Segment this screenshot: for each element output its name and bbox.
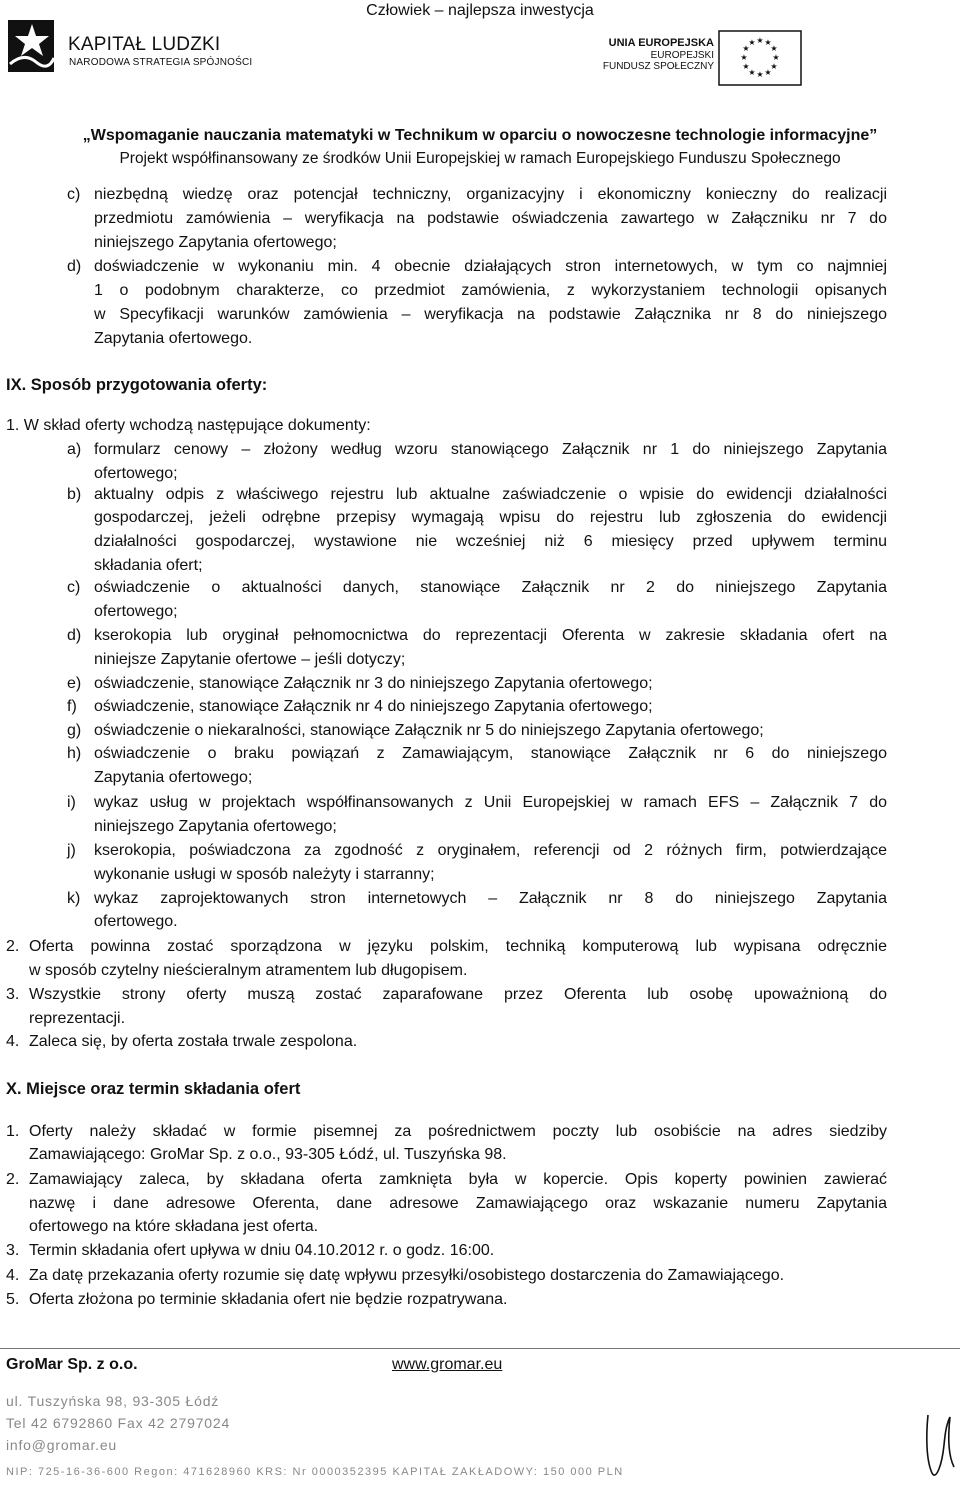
list-label: e) [67, 675, 82, 692]
list-number: 3. [6, 1242, 20, 1259]
text-line: ofertowego na które składana jest oferta. [29, 1218, 319, 1235]
list-label: a) [67, 441, 82, 458]
text-line: oświadczenie, stanowiące Załącznik nr 3 do niniejszego Zapytania ofertowego; [94, 675, 653, 692]
text-line: aktualny odpis z właściwego rejestru lub aktualne zaświadczenie o wpisie do ewidencji działalności [94, 486, 887, 503]
section-heading-x: X. Miejsce oraz termin składania ofert [6, 1080, 301, 1098]
list-number: 4. [6, 1033, 20, 1050]
text-line: kserokopia lub oryginał pełnomocnictwa do reprezentacji Oferenta w zakresie składania ofert na [94, 627, 887, 644]
footer-registry: NIP: 725-16-36-600 Regon: 471628960 KRS: Nr 0000352395 KAPITAŁ ZAKŁADOWY: 150 000 PLN [6, 1466, 624, 1478]
text-line: Wszystkie strony oferty muszą zostać zaparafowane przez Oferenta lub osobę upoważnioną do [29, 986, 887, 1003]
text-line: Oferta powinna zostać sporządzona w języku polskim, techniką komputerową lub wypisana odręcznie [29, 938, 887, 955]
eu-fund-label-2: FUNDUSZ SPOŁECZNY [602, 61, 714, 72]
top-slogan: Człowiek – najlepsza inwestycja [366, 2, 594, 19]
text-line: składania ofert; [94, 557, 203, 574]
list-number: 5. [6, 1291, 20, 1308]
text-line: w sposób czytelny nieścieralnym atramentem lub długopisem. [29, 962, 468, 979]
eu-flag-icon [718, 30, 802, 86]
text-line: Zamawiającego: GroMar Sp. z o.o., 93-305 Łódź, ul. Tuszyńska 98. [29, 1146, 507, 1163]
text-line: doświadczenie w wykonaniu min. 4 obecnie działających stron internetowych, w tym co najmniej [94, 258, 887, 275]
text-line: oświadczenie, stanowiące Załącznik nr 4 do niniejszego Zapytania ofertowego; [94, 698, 653, 715]
text-line: wykaz usług w projektach współfinansowanych z Unii Europejskiej w ramach EFS – Załącznik 7 do [94, 794, 887, 811]
list-label-c: c) [67, 186, 81, 203]
handwritten-initials [920, 1405, 960, 1485]
text-line: oświadczenie o niekaralności, stanowiące Załącznik nr 5 do niniejszego Zapytania ofertowego; [94, 722, 764, 739]
text-line: Za datę przekazania oferty rozumie się datę wpływu przesyłki/osobistego dostarczenia do Zamawiającego. [29, 1267, 785, 1284]
text-line: ofertowego. [94, 913, 178, 930]
eu-union-label: UNIA EUROPEJSKA [608, 37, 714, 49]
svg-text:★: ★ [764, 68, 772, 77]
svg-text:★: ★ [764, 38, 772, 47]
kapital-ludzki-subtitle: NARODOWA STRATEGIA SPÓJNOŚCI [69, 57, 253, 68]
text-line: kserokopia, poświadczona za zgodność z oryginałem, referencji od 2 różnych firm, potwierdzające [94, 842, 887, 859]
text-line: nazwę i dane adresowe Oferenta, dane adresowe Zamawiającego oraz wskazanie numeru Zapytania [29, 1195, 887, 1212]
svg-text:★: ★ [756, 36, 764, 45]
svg-text:★: ★ [748, 38, 756, 47]
footer-divider [0, 1348, 960, 1349]
svg-text:★: ★ [740, 53, 748, 62]
text-line: Zapytania ofertowego; [94, 769, 253, 786]
list-label-d: d) [67, 258, 82, 275]
footer-website-link[interactable]: www.gromar.eu [392, 1356, 503, 1373]
project-subtitle: Projekt współfinansowany ze środków Unii Europejskiej w ramach Europejskiego Funduszu Społecznego [119, 150, 841, 167]
footer-company-name: GroMar Sp. z o.o. [6, 1356, 138, 1373]
kapital-ludzki-logo [6, 18, 58, 74]
project-title: „Wspomaganie nauczania matematyki w Technikum w oparciu o nowoczesne technologie informacyjne” [82, 127, 878, 144]
text-line: oświadczenie o braku powiązań z Zamawiającym, stanowiące Załącznik nr 6 do niniejszego [94, 745, 887, 762]
svg-text:★: ★ [756, 70, 764, 79]
text-line: ofertowego; [94, 603, 178, 620]
text-line: niniejszego Zapytania ofertowego; [94, 818, 337, 835]
list-label: k) [67, 890, 81, 907]
text-line: reprezentacji. [29, 1010, 126, 1027]
text-line: działalności gospodarczej, wystawione nie wcześniej niż 6 miesięcy przed upływem terminu [94, 533, 887, 550]
text-line: 1 o podobnym charakterze, co przedmiot zamówienia, z wykorzystaniem technologii opisanych [94, 282, 887, 299]
text-line: wykaz zaprojektowanych stron internetowych – Załącznik nr 8 do niniejszego Zapytania [94, 890, 887, 907]
text-line: niniejsze Zapytanie ofertowe – jeśli dotyczy; [94, 651, 406, 668]
svg-text:★: ★ [770, 44, 778, 53]
text-line: Oferty należy składać w formie pisemnej za pośrednictwem poczty lub osobiście na adres siedziby [29, 1123, 887, 1140]
footer-phone: Tel 42 6792860 Fax 42 2797024 [6, 1415, 231, 1431]
text-line: formularz cenowy – złożony według wzoru stanowiącego Załącznik nr 1 do niniejszego Zapytania [94, 441, 887, 458]
text-line: Termin składania ofert upływa w dniu 04.10.2012 r. o godz. 16:00. [29, 1242, 495, 1259]
eu-fund-label-1: EUROPEJSKI [650, 49, 714, 61]
list-label: c) [67, 579, 81, 596]
text-line: oświadczenie o aktualności danych, stanowiące Załącznik nr 2 do niniejszego Zapytania [94, 579, 887, 596]
eu-label [598, 38, 714, 73]
text-line: Zaleca się, by oferta została trwale zespolona. [29, 1033, 358, 1050]
text-line: Zapytania ofertowego. [94, 330, 253, 347]
text-line: przedmiotu zamówienia – weryfikacja na podstawie oświadczenia zawartego w Załączniku nr 7 do [94, 210, 887, 227]
list-number: 2. [6, 938, 20, 955]
footer-email: info@gromar.eu [6, 1437, 118, 1453]
list-number: 4. [6, 1267, 20, 1284]
list-label: f) [67, 698, 77, 715]
text-line: Oferta złożona po terminie składania ofert nie będzie rozpatrywana. [29, 1291, 508, 1308]
list-item-intro: 1. W skład oferty wchodzą następujące dokumenty: [6, 417, 371, 434]
list-label: d) [67, 627, 82, 644]
text-line: Zamawiający zaleca, by składana oferta zamknięta była w kopercie. Opis koperty powinien zawierać [29, 1171, 887, 1188]
svg-text:★: ★ [742, 44, 750, 53]
text-line: niezbędną wiedzę oraz potencjał techniczny, organizacyjny i ekonomiczny konieczny do realizacji [94, 186, 887, 203]
list-label: g) [67, 722, 82, 739]
text-line: w Specyfikacji warunków zamówienia – weryfikacja na podstawie Załącznika nr 8 do niniejszego [94, 306, 887, 323]
svg-text:★: ★ [742, 62, 750, 71]
text-line: gospodarczej, jeżeli odrębne przepisy wymagają wpisu do rejestru lub zgłoszenia do ewidencji [94, 509, 887, 526]
kapital-ludzki-title: KAPITAŁ LUDZKI [68, 34, 221, 55]
list-number: 2. [6, 1171, 20, 1188]
text-line: niniejszego Zapytania ofertowego; [94, 234, 337, 251]
footer-address: ul. Tuszyńska 98, 93-305 Łódź [6, 1393, 220, 1409]
svg-text:★: ★ [772, 53, 780, 62]
list-label: b) [67, 486, 82, 503]
list-label: i) [67, 794, 76, 811]
list-number: 3. [6, 986, 20, 1003]
list-label: j) [67, 842, 76, 859]
section-heading-ix: IX. Sposób przygotowania oferty: [6, 376, 268, 394]
text-line: ofertowego; [94, 465, 178, 482]
text-line: wykonanie usługi w sposób należyty i starranny; [94, 866, 435, 883]
svg-text:★: ★ [770, 62, 778, 71]
list-number: 1. [6, 1123, 20, 1140]
svg-text:★: ★ [748, 68, 756, 77]
list-label: h) [67, 745, 82, 762]
